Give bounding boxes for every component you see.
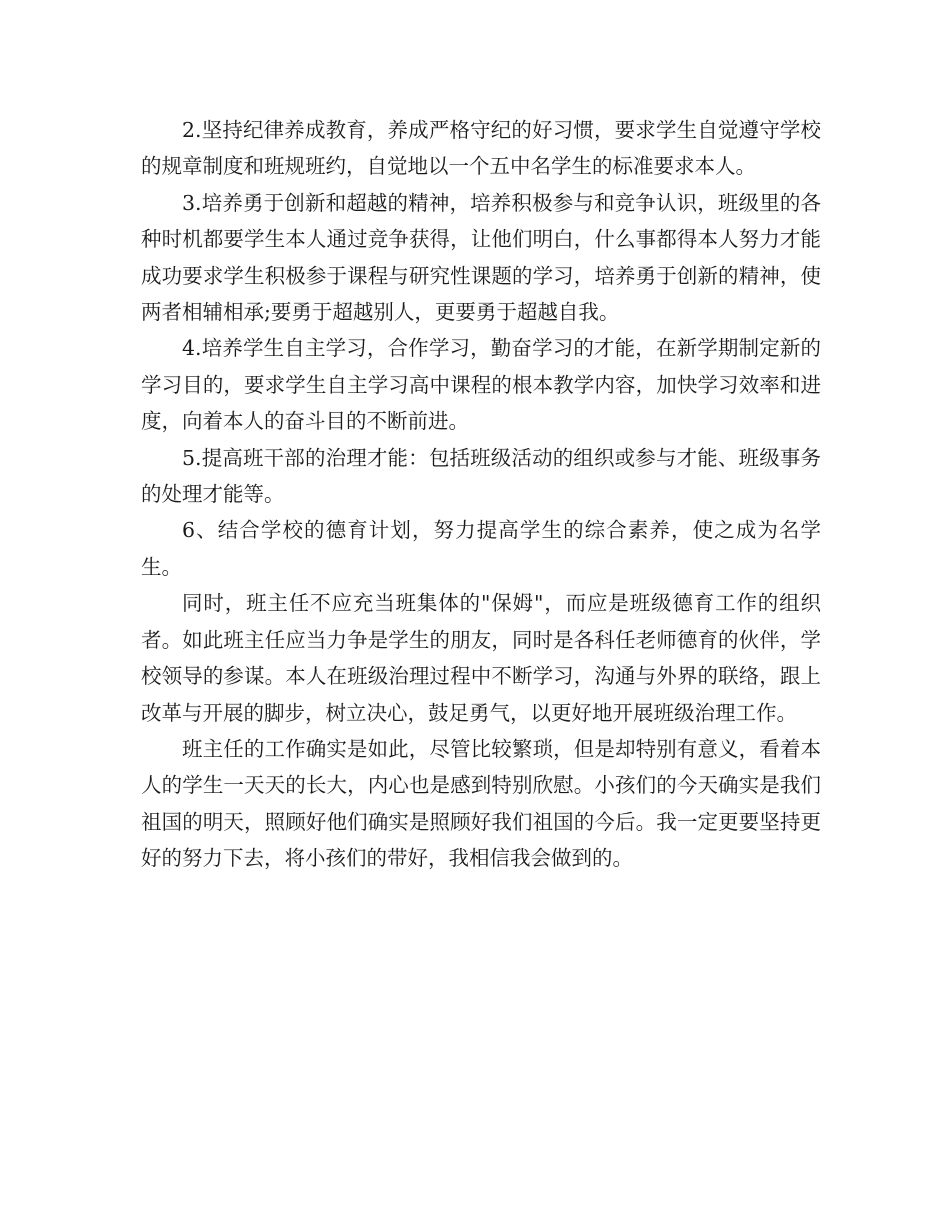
paragraph-item-2: 2.坚持纪律养成教育，养成严格守纪的好习惯，要求学生自觉遵守学校的规章制度和班规班约，自觉地以一个五中名学生的标准要求本人。 xyxy=(141,118,821,179)
document-body xyxy=(141,112,821,877)
paragraph-conclusion: 班主任的工作确实是如此，尽管比较繁琐，但是却特别有意义，看着本人的学生一天天的长大，内心也是感到特别欣慰。小孩们的今天确实是我们祖国的明天，照顾好他们确实是照顾好我们祖国的今后。我一定更要坚持更好的努力下去，将小孩们的带好，我相信我会做到的。 xyxy=(141,736,821,871)
paragraph-head-teacher-role: 同时，班主任不应充当班集体的"保姆"，而应是班级德育工作的组织者。如此班主任应当力争是学生的朋友，同时是各科任老师德育的伙伴，学校领导的参谋。本人在班级治理过程中不断学习，沟通与外界的联络，跟上改革与开展的脚步，树立决心，鼓足勇气，以更好地开展班级治理工作。 xyxy=(141,591,821,725)
paragraph-item-3: 3.培养勇于创新和超越的精神，培养积极参与和竞争认识，班级里的各种时机都要学生本人通过竞争获得，让他们明白，什么事都得本人努力才能成功要求学生积极参于课程与研究性课题的学习，培养勇于创新的精神，使两者相辅相承;要勇于超越别人，更要勇于超越自我。 xyxy=(141,190,821,325)
paragraph-item-4: 4.培养学生自主学习，合作学习，勤奋学习的才能，在新学期制定新的学习目的，要求学生自主学习高中课程的根本教学内容，加快学习效率和进度，向着本人的奋斗目的不断前进。 xyxy=(141,336,821,434)
paragraph-item-6: 6、结合学校的德育计划，努力提高学生的综合素养，使之成为名学生。 xyxy=(141,518,821,579)
paragraph-item-5: 5.提高班干部的治理才能：包括班级活动的组织或参与才能、班级事务的处理才能等。 xyxy=(141,445,821,507)
